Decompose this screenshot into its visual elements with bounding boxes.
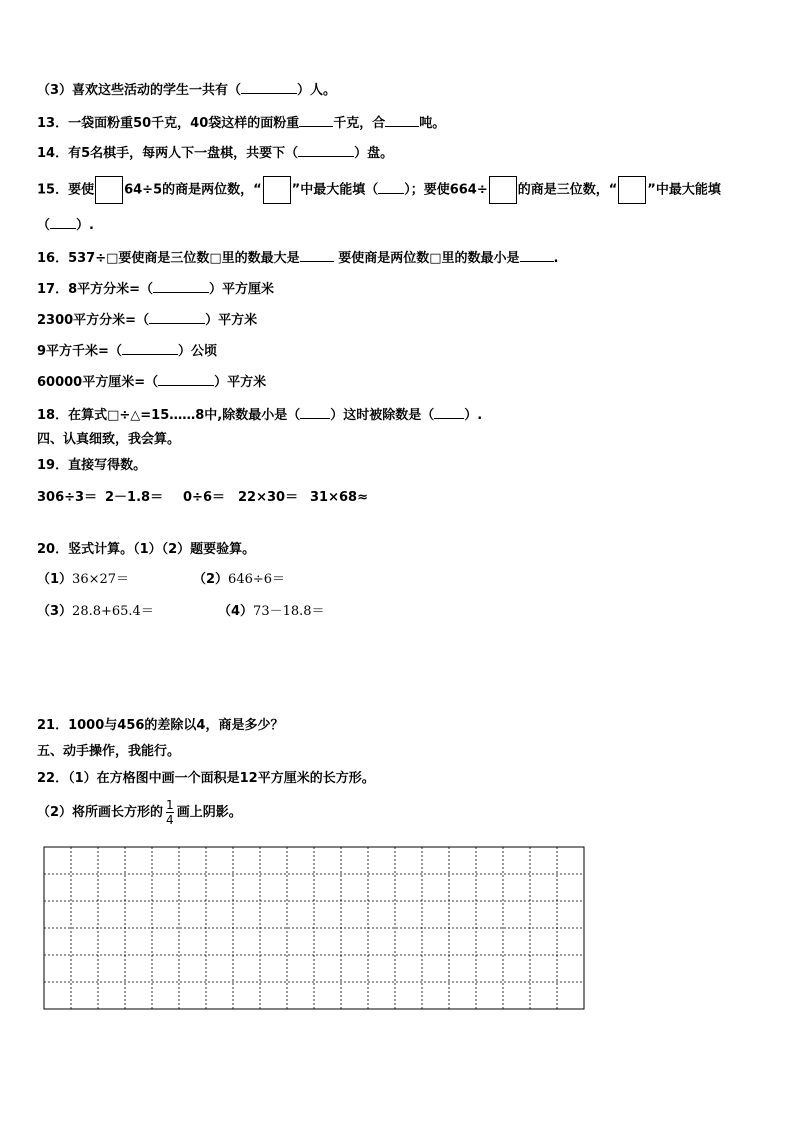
answer-blank[interactable] [149, 323, 205, 324]
fraction: $\frac{1}{4}$ [166, 798, 174, 827]
question-20-title: 20．竖式计算。（1）（2）题要验算。 [37, 542, 256, 557]
answer-box[interactable] [618, 176, 646, 204]
question-19-title: 19．直接写得数。 [37, 458, 147, 473]
question-16: 16．537÷□要使商是三位数□里的数最大是 要使商是两位数□里的数最小是 . [37, 251, 559, 266]
answer-blank[interactable] [241, 93, 297, 94]
calc-item: 31×68≈ [310, 490, 368, 505]
square-grid[interactable] [43, 846, 585, 1010]
question-22-part2: （2）将所画长方形的 $\frac{1}{4}$ 画上阴影。 [37, 798, 242, 827]
answer-blank[interactable] [122, 354, 178, 355]
section-5-heading: 五、动手操作，我能行。 [37, 744, 181, 759]
question-14: 14．有5名棋手，每两人下一盘棋，共要下（ ）盘。 [37, 146, 394, 161]
answer-blank[interactable] [298, 156, 354, 157]
answer-blank[interactable] [520, 261, 554, 262]
answer-blank[interactable] [153, 292, 209, 293]
question-15-cont: （ ）. [37, 218, 94, 233]
calc-item: 306÷3＝ [37, 490, 98, 505]
calc-item: （2）646÷6＝ [193, 572, 286, 587]
answer-blank[interactable] [50, 228, 76, 229]
question-18: 18．在算式□÷△=15……8中,除数最小是（ ）这时被除数是（ ）. [37, 408, 483, 423]
calc-item: 0÷6＝ [183, 490, 225, 505]
question-17-d: 60000平方厘米=（ ）平方米 [37, 375, 267, 390]
calc-item: 2－1.8＝ [105, 490, 164, 505]
question-22-part1: 22．（1）在方格图中画一个面积是12平方厘米的长方形。 [37, 771, 375, 786]
answer-blank[interactable] [378, 193, 404, 194]
section-4-heading: 四、认真细致，我会算。 [37, 432, 181, 447]
answer-blank[interactable] [299, 126, 333, 127]
calc-item: （1）36×27＝ [37, 572, 130, 587]
question-17: 17．8平方分米=（ ）平方厘米 [37, 282, 275, 297]
answer-blank[interactable] [300, 261, 334, 262]
question-17-c: 9平方千米=（ ）公顷 [37, 344, 217, 359]
question-21: 21．1000与456的差除以4，商是多少？ [37, 718, 284, 733]
answer-blank[interactable] [300, 418, 330, 419]
question-15: 15．要使 64÷5的商是两位数，“ ”中最大能填（ ）；要使664÷ 的商是三位数，“ ”中最大能填 [37, 176, 721, 205]
question-17-b: 2300平方分米=（ ）平方米 [37, 313, 258, 328]
answer-box[interactable] [263, 176, 291, 204]
question-13: 13．一袋面粉重50千克，40袋这样的面粉重 千克，合 吨。 [37, 116, 446, 131]
answer-box[interactable] [95, 176, 123, 204]
q12-part3: （3）喜欢这些活动的学生一共有（ ）人。 [37, 83, 337, 98]
calc-item: 22×30＝ [238, 490, 299, 505]
answer-blank[interactable] [158, 385, 214, 386]
calc-item: （3）28.8+65.4＝ [37, 604, 154, 619]
question-19-items [37, 490, 368, 506]
answer-box[interactable] [489, 176, 517, 204]
calc-item: （4）73－18.8＝ [218, 604, 325, 619]
answer-blank[interactable] [385, 126, 419, 127]
answer-blank[interactable] [434, 418, 464, 419]
